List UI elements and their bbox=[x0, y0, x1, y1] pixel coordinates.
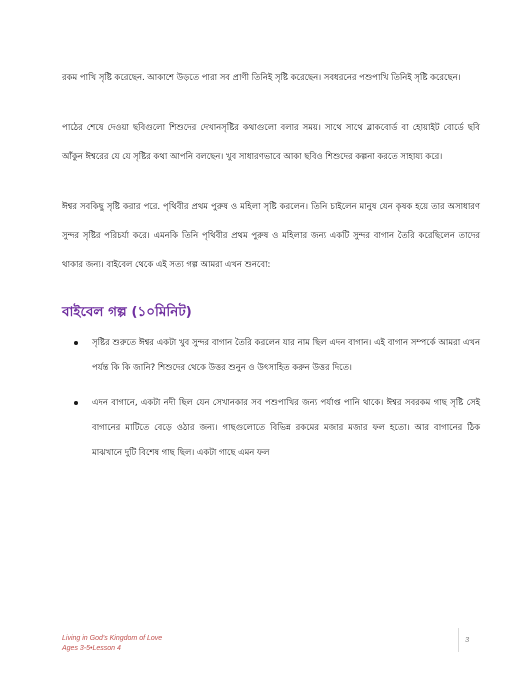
list-item bbox=[92, 391, 480, 466]
list-item-text: সৃষ্টির শুরুতে ঈশ্বর একটা খুব সুন্দর বাগান তৈরি করলেন যার নাম ছিল এদন বাগান। এই বাগান সম্পর্কে আমরা এখন পর্যন্ত কি কি জানি? শিশুদের থেকে উত্তর শুনুন ও উৎসাহিত করুন উত্তর দিতে। bbox=[92, 338, 480, 373]
list-item bbox=[92, 331, 480, 381]
footer-title bbox=[62, 634, 162, 654]
paragraph-2: পাঠের শেষে দেওয়া ছবিগুলো শিশুদের দেখানসৃষ্টির কথাগুলো বলার সময়। সাথে সাথে ব্লাকবোর্ড বা হোয়াইট বোর্ডে ছবি আঁকুন ঈশ্বরের যে যে সৃষ্টির কথা আপনি বলছেন। খুব সাধারণভাবে আকা ছবিও শিশুদের কল্পনা করতে সাহায্য করে। bbox=[62, 123, 480, 162]
list-item-text: এদন বাগানে, একটা নদী ছিল যেন সেখানকার সব পশুপাখির জন্য পর্যাপ্ত পানি থাকে। ঈশ্বর সবরকম গাছ সৃষ্টি সেই বাগানের মাটিতে বেড়ে ওঠার জন্য। গাছগুলোতে বিভিন্ন রকমের মজার মজার ফল হতো। আর বাগানের ঠিক মাঝখানে দুটি বিশেষ গাছ ছিল। একটা গাছে এমন ফল bbox=[92, 398, 480, 458]
paragraph-1: রকম পাখি সৃষ্টি করেছেন. আকাশে উড়তে পারা সব প্রাণী তিনিই সৃষ্টি করেছেন। সবধরনের পশুপাখি তিনিই সৃষ্টি করেছেন। bbox=[62, 73, 461, 83]
page-content bbox=[62, 64, 480, 476]
footer-title-line-1: Living in God's Kingdom of Love bbox=[62, 635, 163, 642]
footer-title-line-2: Ages 3-5•Lesson 4 bbox=[62, 645, 121, 652]
bullet-dot-icon bbox=[74, 341, 78, 345]
paragraph-3: ঈশ্বর সবকিছু সৃষ্টি করার পরে. পৃথিবীর প্রথম পুরুষ ও মহিলা সৃষ্টি করলেন। তিনি চাইলেন মানুষ যেন কৃষক হয়ে তার অসাধারণ সুন্দর সৃষ্টির পরিচর্যা করে। এমনকি তিনি পৃথিবীর প্রথম পুরুষ ও মহিলার জন্য একটি সুন্দর বাগান তৈরি করেছিলেন তাদের থাকার জন্য। বাইবেল থেকে এই সত্য গল্প আমরা এখন শুনবো: bbox=[62, 202, 480, 270]
bullet-list bbox=[62, 331, 480, 466]
page-number: 3 bbox=[458, 628, 469, 652]
section-heading-bible-story: বাইবেল গল্প (১০মিনিট) bbox=[62, 304, 192, 320]
bullet-dot-icon bbox=[74, 401, 78, 405]
